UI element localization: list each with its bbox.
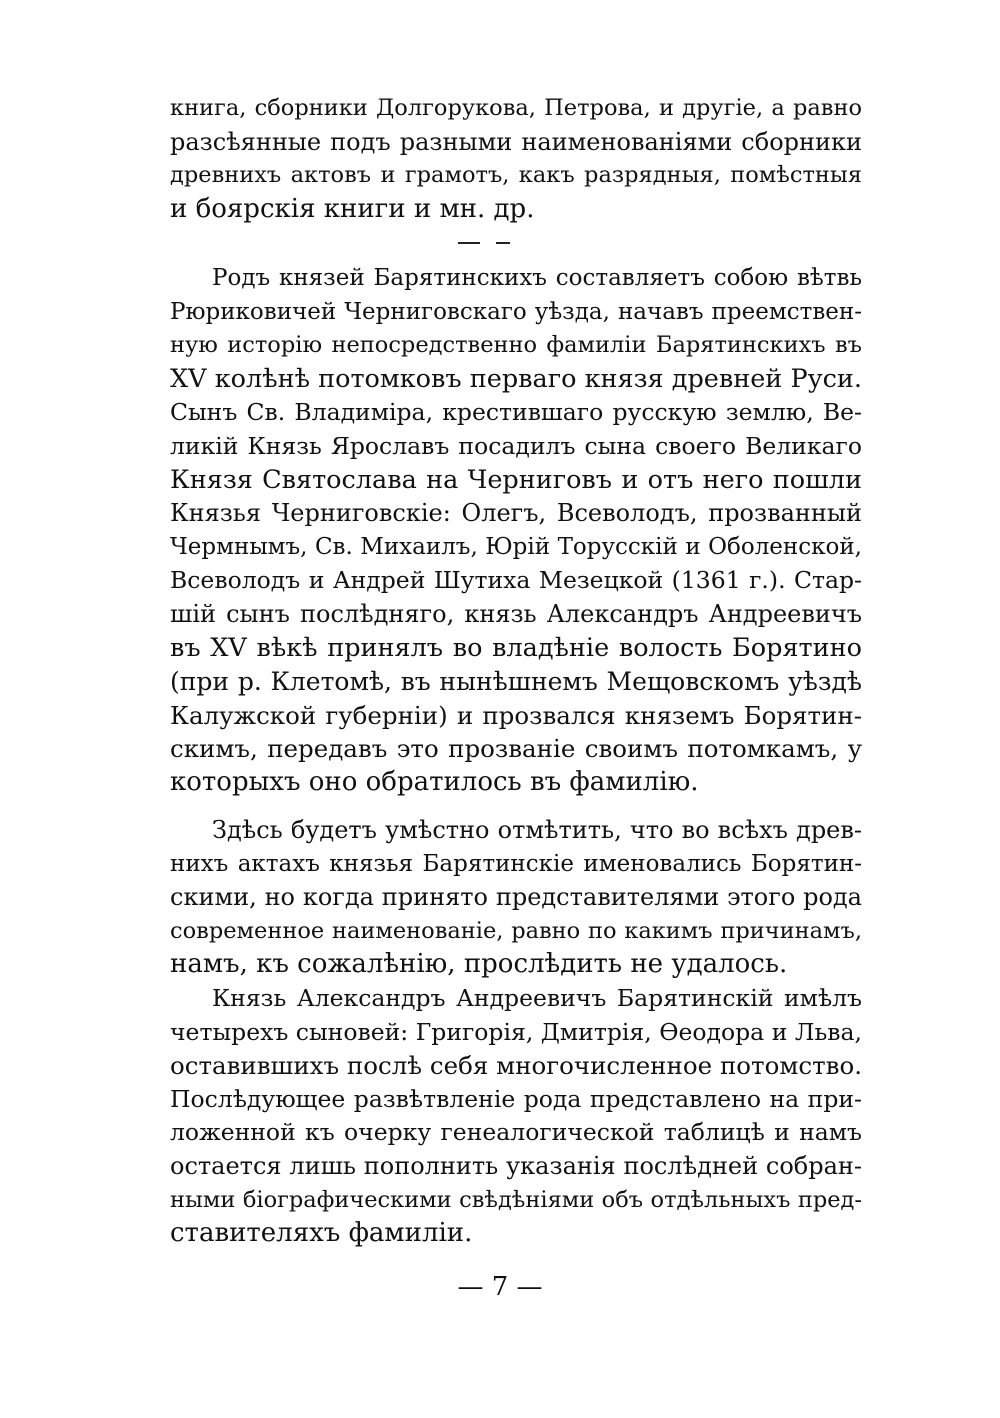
section-separator — [458, 240, 518, 246]
text-line: древнихъ актовъ и грамотъ, какъ разрядныя, помѣстныя — [170, 162, 862, 189]
text-line: Родъ князей Барятинскихъ составляетъ собою вѣтвь — [212, 265, 862, 291]
text-line: Послѣдующее развѣтвленіе рода представлено на при- — [170, 1084, 862, 1113]
paragraph-name-note — [170, 814, 862, 982]
paragraph-lineage — [170, 262, 862, 800]
text-line: Здѣсь будетъ умѣстно отмѣтить, что во всѣхъ древ- — [212, 816, 862, 844]
text-line: ликій Князь Ярославъ посадилъ сына своего Великаго — [170, 431, 862, 460]
paragraph-continuation — [170, 92, 862, 226]
text-line: Всеволодъ и Андрей Шутиха Мезецкой (1361 г.). Стар- — [170, 566, 862, 595]
text-line: скимъ, передавъ это прозваніе своимъ потомкамъ, у — [170, 734, 862, 764]
text-line: которыхъ оно обратилось въ фамилію. — [170, 766, 699, 797]
text-line: Чермнымъ, Св. Михаилъ, Юрій Торусскій и Оболенской, — [170, 533, 862, 560]
text-line: намъ, къ сожалѣнію, прослѣдить не удалось. — [170, 949, 788, 980]
text-line: шій сынъ послѣдняго, князь Александръ Андреевичъ — [170, 599, 862, 628]
text-line: Сынъ Св. Владиміра, крестившаго русскую землю, Ве- — [170, 398, 862, 427]
text-line: ставителяхъ фамиліи. — [170, 1218, 473, 1249]
text-line: ложенной къ очерку генеалогической таблицѣ и намъ — [170, 1118, 862, 1147]
paragraph-sons — [170, 982, 862, 1251]
separator-dash — [496, 242, 510, 244]
text-line: Князья Черниговскіе: Олегъ, Всеволодъ, прозванный — [170, 499, 862, 528]
text-line: ную исторію непосредственно фамиліи Барятинскихъ въ — [170, 332, 862, 359]
text-line: разсѣянные подъ разными наименованіями сборники — [170, 127, 862, 156]
text-line: и боярскія книги и мн. др. — [170, 193, 535, 224]
text-line: четырехъ сыновей: Григорія, Дмитрія, Ѳеодора и Льва, — [170, 1017, 862, 1046]
text-line: оставившихъ послѣ себя многочисленное потомство. — [170, 1051, 862, 1081]
page-number: — 7 — — [457, 1272, 543, 1302]
text-line: современное наименованіе, равно по какимъ причинамъ, — [170, 917, 862, 944]
text-line: книга, сборники Долгорукова, Петрова, и другіе, а равно — [170, 95, 862, 121]
text-line: въ XV вѣкѣ принялъ во владѣніе волость Борятино — [170, 632, 862, 663]
separator-dash — [458, 242, 480, 244]
text-line: Рюриковичей Черниговскаго уѣзда, начавъ преемствен- — [170, 298, 862, 325]
text-line: (при р. Клетомѣ, въ нынѣшнемъ Мещовскомъ уѣздѣ — [170, 667, 862, 697]
text-line: XV колѣнѣ потомковъ перваго князя древней Руси. — [170, 363, 862, 394]
text-line: Князя Святослава на Черниговъ и отъ него пошли — [170, 464, 862, 495]
text-line: Князь Александръ Андреевичъ Барятинскій имѣлъ — [212, 984, 862, 1012]
text-line: скими, но когда принято представителями этого рода — [170, 883, 862, 912]
text-line: ными біографическими свѣдѣніями объ отдѣльныхъ пред- — [170, 1186, 862, 1213]
text-line: Калужской губерніи) и прозвался княземъ Борятин- — [170, 700, 862, 730]
text-line: нихъ актахъ князья Барятинскіе именовались Борятин- — [170, 850, 862, 877]
text-line: остается лишь пополнить указанія послѣдней собран- — [170, 1151, 862, 1180]
